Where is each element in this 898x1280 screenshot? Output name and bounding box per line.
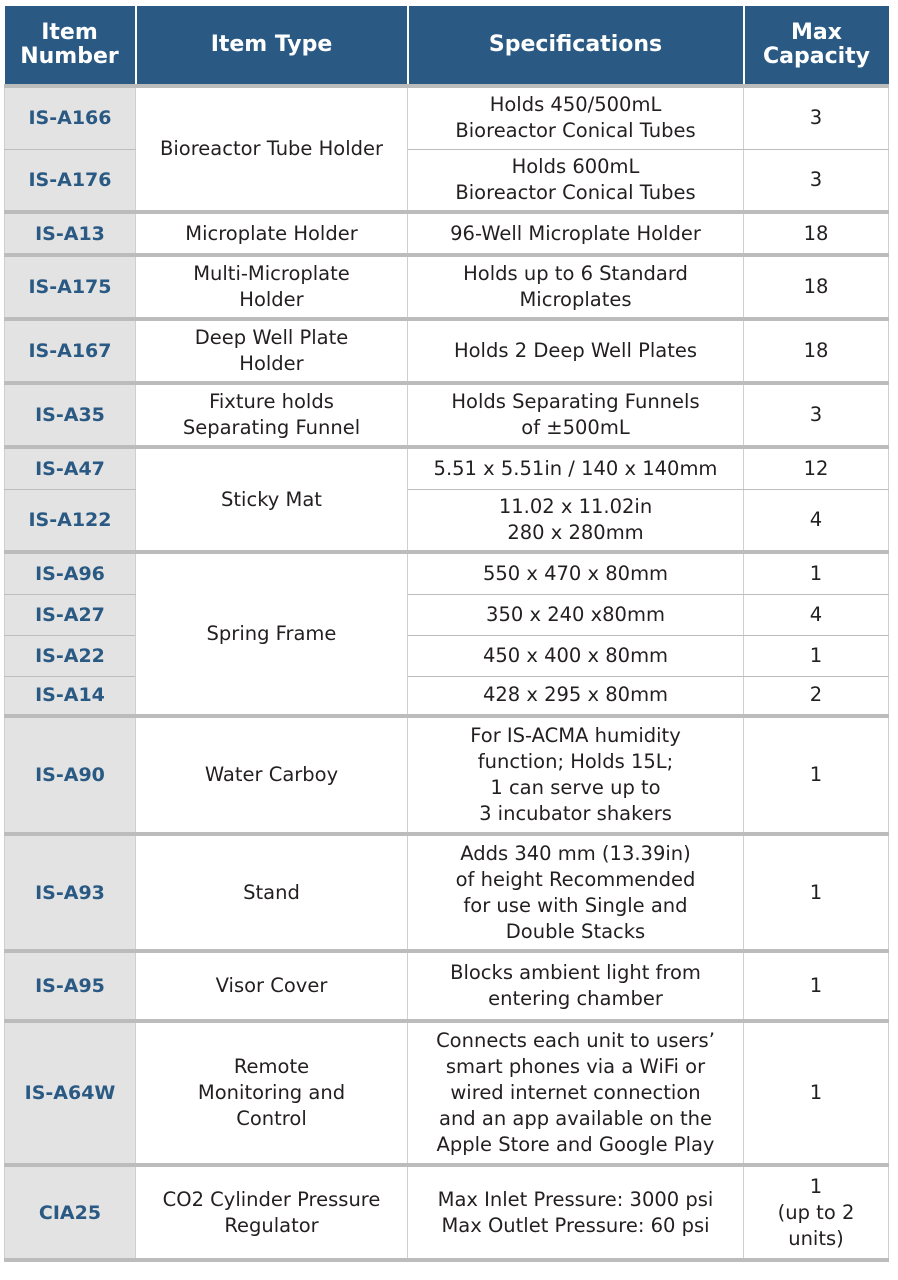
item-type-cell: Spring Frame [136,552,408,716]
max-capacity-cell: 1 [744,951,889,1021]
specifications-cell: Holds Separating Funnels of ±500mL [408,383,744,447]
table-row [5,716,889,834]
item-number-cell: IS-A14 [5,676,136,716]
max-capacity-cell: 18 [744,255,889,319]
item-number-cell: IS-A176 [5,149,136,212]
table-row [5,552,889,594]
table-row [5,86,889,149]
header-row [5,6,889,86]
table-header [5,6,889,86]
header-max-capacity: Max Capacity [744,6,889,86]
item-number-cell: IS-A35 [5,383,136,447]
table-row [5,834,889,951]
table-row [5,212,889,255]
specifications-cell: Blocks ambient light from entering chamber [408,951,744,1021]
table-row [5,447,889,489]
item-number-cell: IS-A122 [5,489,136,552]
item-number-cell: IS-A167 [5,319,136,383]
header-item-type: Item Type [136,6,408,86]
item-number-cell: IS-A166 [5,86,136,149]
specifications-cell: 350 x 240 x80mm [408,594,744,635]
specifications-cell: Connects each unit to users’ smart phones via a WiFi or wired internet connection and an app available on the Apple Store and Google Play [408,1021,744,1165]
item-number-cell: IS-A96 [5,552,136,594]
specifications-cell: 450 x 400 x 80mm [408,635,744,676]
item-number-cell: IS-A13 [5,212,136,255]
item-number-cell: IS-A93 [5,834,136,951]
max-capacity-cell: 4 [744,594,889,635]
item-type-cell: Remote Monitoring and Control [136,1021,408,1165]
max-capacity-cell: 3 [744,149,889,212]
max-capacity-cell: 18 [744,212,889,255]
max-capacity-cell: 3 [744,86,889,149]
item-type-cell: Deep Well Plate Holder [136,319,408,383]
max-capacity-cell: 4 [744,489,889,552]
item-number-cell: IS-A90 [5,716,136,834]
max-capacity-cell: 18 [744,319,889,383]
specifications-cell: 5.51 x 5.51in / 140 x 140mm [408,447,744,489]
item-type-cell: Sticky Mat [136,447,408,552]
specifications-cell: 550 x 470 x 80mm [408,552,744,594]
specifications-cell: 11.02 x 11.02in 280 x 280mm [408,489,744,552]
max-capacity-cell: 1 [744,834,889,951]
table-body [5,86,889,1260]
max-capacity-cell: 1 [744,635,889,676]
item-number-cell: IS-A64W [5,1021,136,1165]
header-specifications: Specifications [408,6,744,86]
item-type-cell: Fixture holds Separating Funnel [136,383,408,447]
item-type-cell: Bioreactor Tube Holder [136,86,408,212]
item-type-cell: CO2 Cylinder Pressure Regulator [136,1165,408,1260]
specifications-cell: 96-Well Microplate Holder [408,212,744,255]
item-number-cell: IS-A27 [5,594,136,635]
specifications-cell: For IS-ACMA humidity function; Holds 15L; 1 can serve up to 3 incubator shakers [408,716,744,834]
table-row [5,319,889,383]
table-row [5,1165,889,1260]
table-row [5,255,889,319]
header-item-number: Item Number [5,6,136,86]
table-row [5,383,889,447]
specifications-cell: Holds 600mL Bioreactor Conical Tubes [408,149,744,212]
max-capacity-cell: 12 [744,447,889,489]
max-capacity-cell: 1 [744,552,889,594]
max-capacity-cell: 1 [744,716,889,834]
item-type-cell: Visor Cover [136,951,408,1021]
accessories-table [4,6,889,1262]
item-type-cell: Stand [136,834,408,951]
item-type-cell: Multi-Microplate Holder [136,255,408,319]
table-row [5,951,889,1021]
specifications-cell: Holds 2 Deep Well Plates [408,319,744,383]
item-number-cell: IS-A47 [5,447,136,489]
item-number-cell: IS-A22 [5,635,136,676]
max-capacity-cell: 1 [744,1021,889,1165]
max-capacity-cell: 1 (up to 2 units) [744,1165,889,1260]
specifications-cell: Adds 340 mm (13.39in) of height Recommended for use with Single and Double Stacks [408,834,744,951]
max-capacity-cell: 2 [744,676,889,716]
specifications-cell: Holds 450/500mL Bioreactor Conical Tubes [408,86,744,149]
table-row [5,1021,889,1165]
item-number-cell: IS-A95 [5,951,136,1021]
item-type-cell: Microplate Holder [136,212,408,255]
specifications-cell: Max Inlet Pressure: 3000 psi Max Outlet Pressure: 60 psi [408,1165,744,1260]
max-capacity-cell: 3 [744,383,889,447]
specifications-cell: 428 x 295 x 80mm [408,676,744,716]
item-number-cell: IS-A175 [5,255,136,319]
item-type-cell: Water Carboy [136,716,408,834]
item-number-cell: CIA25 [5,1165,136,1260]
specifications-cell: Holds up to 6 Standard Microplates [408,255,744,319]
